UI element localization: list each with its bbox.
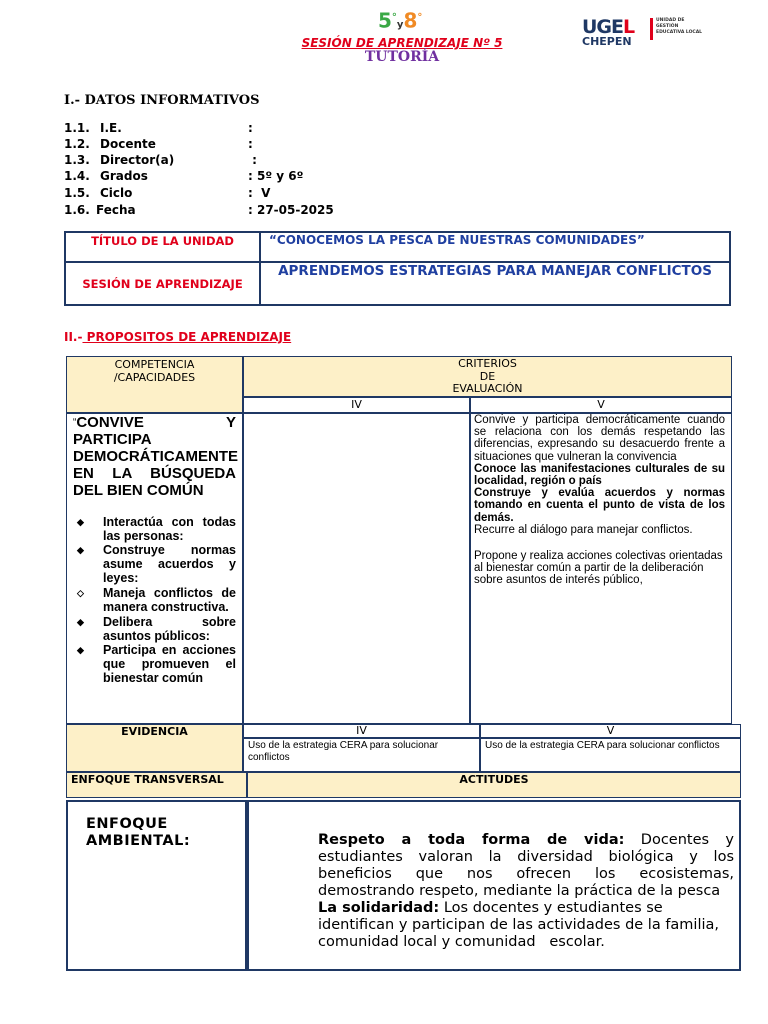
info-row-ciclo: 1.5. Ciclo : V xyxy=(64,186,271,200)
subject-title: TUTORÍA xyxy=(364,49,440,65)
capacity-item: ◇ Maneja conflictos de manera constructiva. xyxy=(77,586,236,614)
evidence-grade-iv-header: IV xyxy=(243,724,480,738)
attitudes-cell xyxy=(247,800,741,971)
grade-logo-y: y xyxy=(396,19,404,31)
grade-logo xyxy=(378,8,422,36)
ugel-logo-chepen: CHEPEN xyxy=(582,35,632,48)
approach-header: ENFOQUE TRANSVERSAL xyxy=(66,772,247,798)
evidence-iv: Uso de la estrategia CERA para solucionar conflictos xyxy=(243,738,480,772)
ugel-logo-entity: UNIDAD DE GESTIÓN EDUCATIVA LOCAL xyxy=(656,18,703,35)
unit-table xyxy=(64,231,731,306)
criteria-grade-iv-header: IV xyxy=(243,397,470,413)
criterion-item: Conoce las manifestaciones culturales de su localidad, región o país xyxy=(474,462,725,488)
info-row-grados: 1.4. Grados : 5º y 6º xyxy=(64,169,304,183)
section-datos-informativos-title: I.- DATOS INFORMATIVOS xyxy=(64,93,260,108)
approach-cell xyxy=(66,800,247,971)
grade-logo-eight-sup: ° xyxy=(417,12,423,23)
competency-header: COMPETENCIA /CAPACIDADES xyxy=(66,356,243,413)
info-row-director: 1.3. Director(a) : xyxy=(64,153,257,167)
attitudes-text xyxy=(318,832,734,951)
grade-logo-five-sup: ° xyxy=(391,12,397,23)
criterion-item: Recurre al diálogo para manejar conflictos. xyxy=(474,523,693,536)
capacities-list xyxy=(73,515,236,685)
attitude-respeto: Respeto a toda forma de vida: Docentes y estudiantes valoran la diversidad biológica y los beneficios que nos ofrecen los ecosistemas, demostrando respeto, mediante la práctica de la pesca xyxy=(318,832,734,899)
evidence-label: EVIDENCIA xyxy=(66,724,243,772)
info-row-ie: 1.1. I.E. : xyxy=(64,121,253,135)
evidence-grade-v-header: V xyxy=(480,724,741,738)
criteria-v-cell xyxy=(470,413,732,724)
session-title: SESIÓN DE APRENDIZAJE Nº 5 xyxy=(301,36,503,50)
section-propositos-title: II.- PROPOSITOS DE APRENDIZAJE xyxy=(64,330,292,344)
criterion-item: Convive y participa democráticamente cuando se relaciona con los demás respetando las diferencias, expresando su desacuerdo frente a situaciones que vulneran la convivencia xyxy=(474,414,725,463)
unit-title-value: “CONOCEMOS LA PESCA DE NUESTRAS COMUNIDADES” xyxy=(261,233,729,263)
evidence-v: Uso de la estrategia CERA para solucionar conflictos xyxy=(480,738,741,772)
competency-cell xyxy=(66,413,243,724)
criterion-item: Construye y evalúa acuerdos y normas tomando en cuenta el punto de vista de los demás. xyxy=(474,487,725,524)
info-row-fecha: 1.6. Fecha : 27-05-2025 xyxy=(64,203,334,217)
capacity-item: ◆ Construye normas asume acuerdos y leyes: xyxy=(77,543,236,585)
info-row-docente: 1.2. Docente : xyxy=(64,137,253,151)
capacity-item: ◆ Delibera sobre asuntos públicos: xyxy=(77,615,236,643)
ugel-logo-wordmark: UGEL xyxy=(582,16,635,38)
approach-name: ENFOQUE AMBIENTAL: xyxy=(86,816,191,849)
criterion-item: Propone y realiza acciones colectivas orientadas al bienestar común a partir de la deliberación sobre asuntos de interés público, xyxy=(474,550,723,587)
unit-title-label: TÍTULO DE LA UNIDAD xyxy=(66,233,261,263)
criteria-header: CRITERIOS DE EVALUACIÓN xyxy=(243,356,732,397)
grade-logo-eight: 8 xyxy=(403,8,418,33)
ugel-logo xyxy=(580,18,710,48)
ugel-logo-bar xyxy=(650,18,653,40)
competency-title: “CONVIVE Y PARTICIPA DEMOCRÁTICAMENTE EN LA BÚSQUEDA DEL BIEN COMÚN xyxy=(73,414,238,499)
criteria-iv-cell xyxy=(243,413,470,724)
session-label: SESIÓN DE APRENDIZAJE xyxy=(66,263,261,304)
capacity-item: ◆ Interactúa con todas las personas: xyxy=(77,515,236,543)
attitudes-header: ACTITUDES xyxy=(247,772,741,798)
attitude-solidaridad: La solidaridad: Los docentes y estudiantes se identifican y participan de las actividades de la familia, comunidad local y comunidad escolar. xyxy=(318,900,724,950)
criteria-grade-v-header: V xyxy=(470,397,732,413)
grade-logo-five: 5 xyxy=(378,8,392,33)
session-value: APRENDEMOS ESTRATEGIAS PARA MANEJAR CONFLICTOS xyxy=(278,263,712,279)
capacity-item: ◆ Participa en acciones que promueven el bienestar común xyxy=(77,643,236,685)
